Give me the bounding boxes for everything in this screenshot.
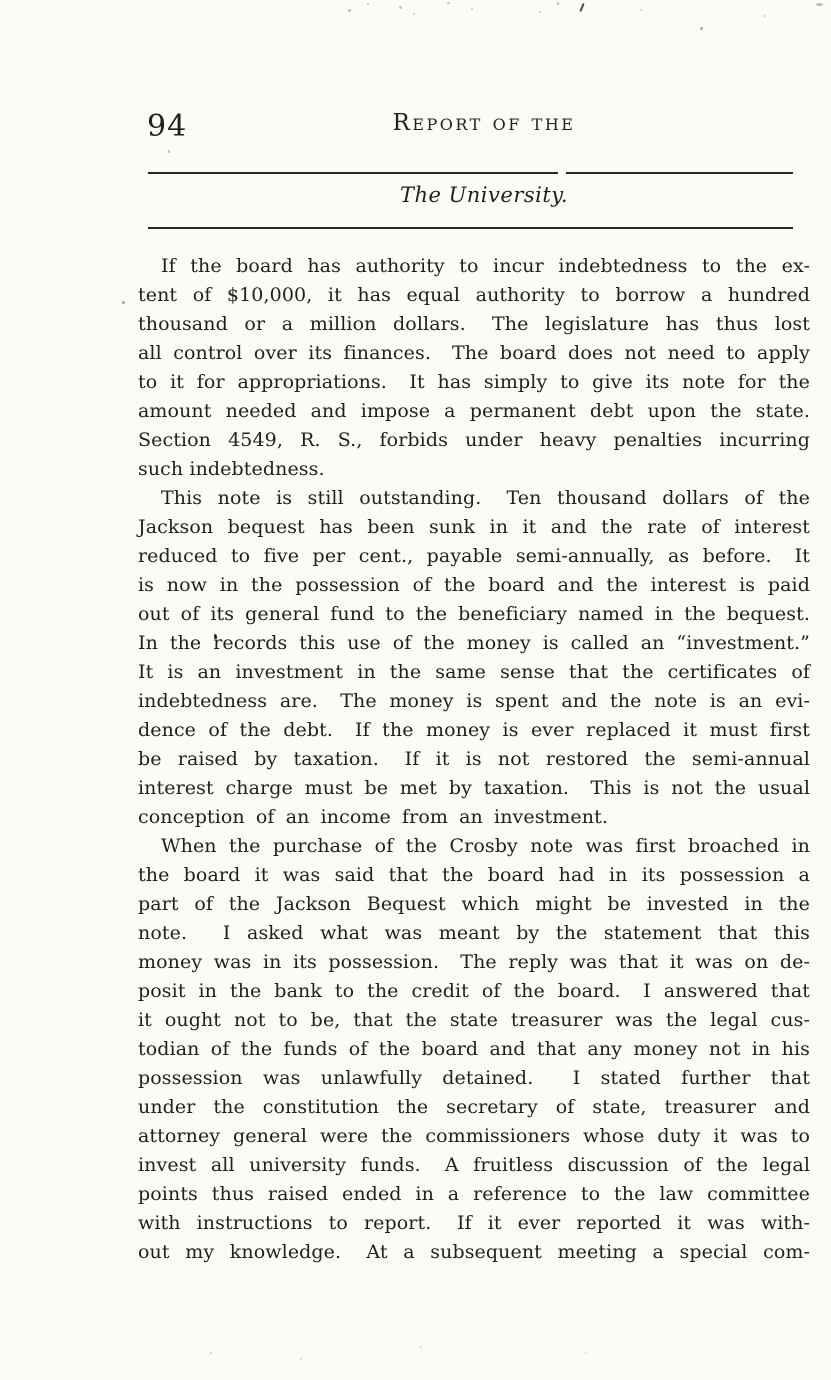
header-rule-bottom <box>148 227 793 229</box>
scan-speck <box>168 150 170 153</box>
scan-speck <box>557 2 559 5</box>
text-line: Section 4549, R. S., forbids under heavy penalties incurring <box>138 429 810 451</box>
text-line: dence of the debt. If the money is ever replaced it must first <box>138 719 810 741</box>
scan-speck <box>399 6 402 9</box>
text-line: Jackson bequest has been sunk in it and the rate of interest <box>138 516 810 538</box>
paragraph <box>138 252 810 484</box>
rule-segment <box>148 172 558 174</box>
scan-speck <box>367 3 369 5</box>
text-line: it ought not to be, that the state treasurer was the legal cus- <box>138 1009 810 1031</box>
text-line: the board it was said that the board had in its possession a <box>138 864 810 886</box>
header-rule-top <box>148 172 793 174</box>
scan-speck <box>413 13 415 15</box>
text-line: conception of an income from an investment. <box>138 806 608 828</box>
rule-segment <box>566 172 793 174</box>
text-line: points thus raised ended in a reference to the law committee <box>138 1183 810 1205</box>
text-line: indebtedness are. The money is spent and the note is an evi- <box>138 690 810 712</box>
text-line: out my knowledge. At a subsequent meeting a special com- <box>138 1241 810 1263</box>
text-line: money was in its possession. The reply was that it was on de- <box>138 951 810 973</box>
paragraph <box>138 832 810 1267</box>
scan-speck <box>585 1352 587 1354</box>
text-line: When the purchase of the Crosby note was first broached in <box>161 835 810 857</box>
paragraph <box>138 484 810 832</box>
scan-speck <box>700 27 703 30</box>
page-number: 94 <box>147 109 188 144</box>
text-line: If the board has authority to incur indebtedness to the ex- <box>161 255 810 277</box>
scan-speck <box>447 2 450 4</box>
text-line: thousand or a million dollars. The legislature has thus lost <box>138 313 810 335</box>
running-header: Report of the <box>392 110 576 136</box>
text-line: invest all university funds. A fruitless discussion of the legal <box>138 1154 810 1176</box>
scan-speck <box>210 1352 212 1354</box>
text-line: This note is still outstanding. Ten thousand dollars of the <box>161 487 810 509</box>
text-line: reduced to five per cent., payable semi-annually, as before. It <box>138 545 810 567</box>
text-line: under the constitution the secretary of state, treasurer and <box>138 1096 810 1118</box>
text-line: out of its general fund to the beneficiary named in the bequest. <box>138 603 810 625</box>
text-line: part of the Jackson Bequest which might be invested in the <box>138 893 810 915</box>
scan-speck <box>640 9 642 11</box>
text-line: is now in the possession of the board and the interest is paid <box>138 574 810 596</box>
page-body <box>138 252 810 1267</box>
text-line: interest charge must be met by taxation. This is not the usual <box>138 777 810 799</box>
scan-speck <box>764 15 766 17</box>
text-line: todian of the funds of the board and that any money not in his <box>138 1038 810 1060</box>
text-line: amount needed and impose a permanent debt upon the state. <box>138 400 810 422</box>
text-line: note. I asked what was meant by the statement that this <box>138 922 810 944</box>
text-line: to it for appropriations. It has simply to give its note for the <box>138 371 810 393</box>
text-line: posit in the bank to the credit of the board. I answered that <box>138 980 810 1002</box>
scan-speck <box>816 3 823 6</box>
text-line: with instructions to report. If it ever reported it was with- <box>138 1212 810 1234</box>
scan-speck <box>348 9 351 12</box>
text-line: attorney general were the commissioners whose duty it was to <box>138 1125 810 1147</box>
scan-speck <box>539 11 541 13</box>
text-line: be raised by taxation. If it is not restored the semi-annual <box>138 748 810 770</box>
text-line: In the records this use of the money is called an “investment.” <box>138 632 810 654</box>
text-line: such indebtedness. <box>138 458 325 480</box>
section-title: The University. <box>399 183 569 207</box>
scan-speck <box>471 8 473 10</box>
scan-speck <box>579 3 584 12</box>
scan-speck <box>122 301 125 304</box>
text-line: It is an investment in the same sense that the certificates of <box>138 661 810 683</box>
text-line: possession was unlawfully detained. I stated further that <box>138 1067 810 1089</box>
scan-speck <box>420 1346 422 1348</box>
text-line: tent of $10,000, it has equal authority to borrow a hundred <box>138 284 810 306</box>
text-line: all control over its finances. The board does not need to apply <box>138 342 810 364</box>
scan-speck <box>506 4 509 7</box>
scan-speck <box>300 1358 302 1360</box>
